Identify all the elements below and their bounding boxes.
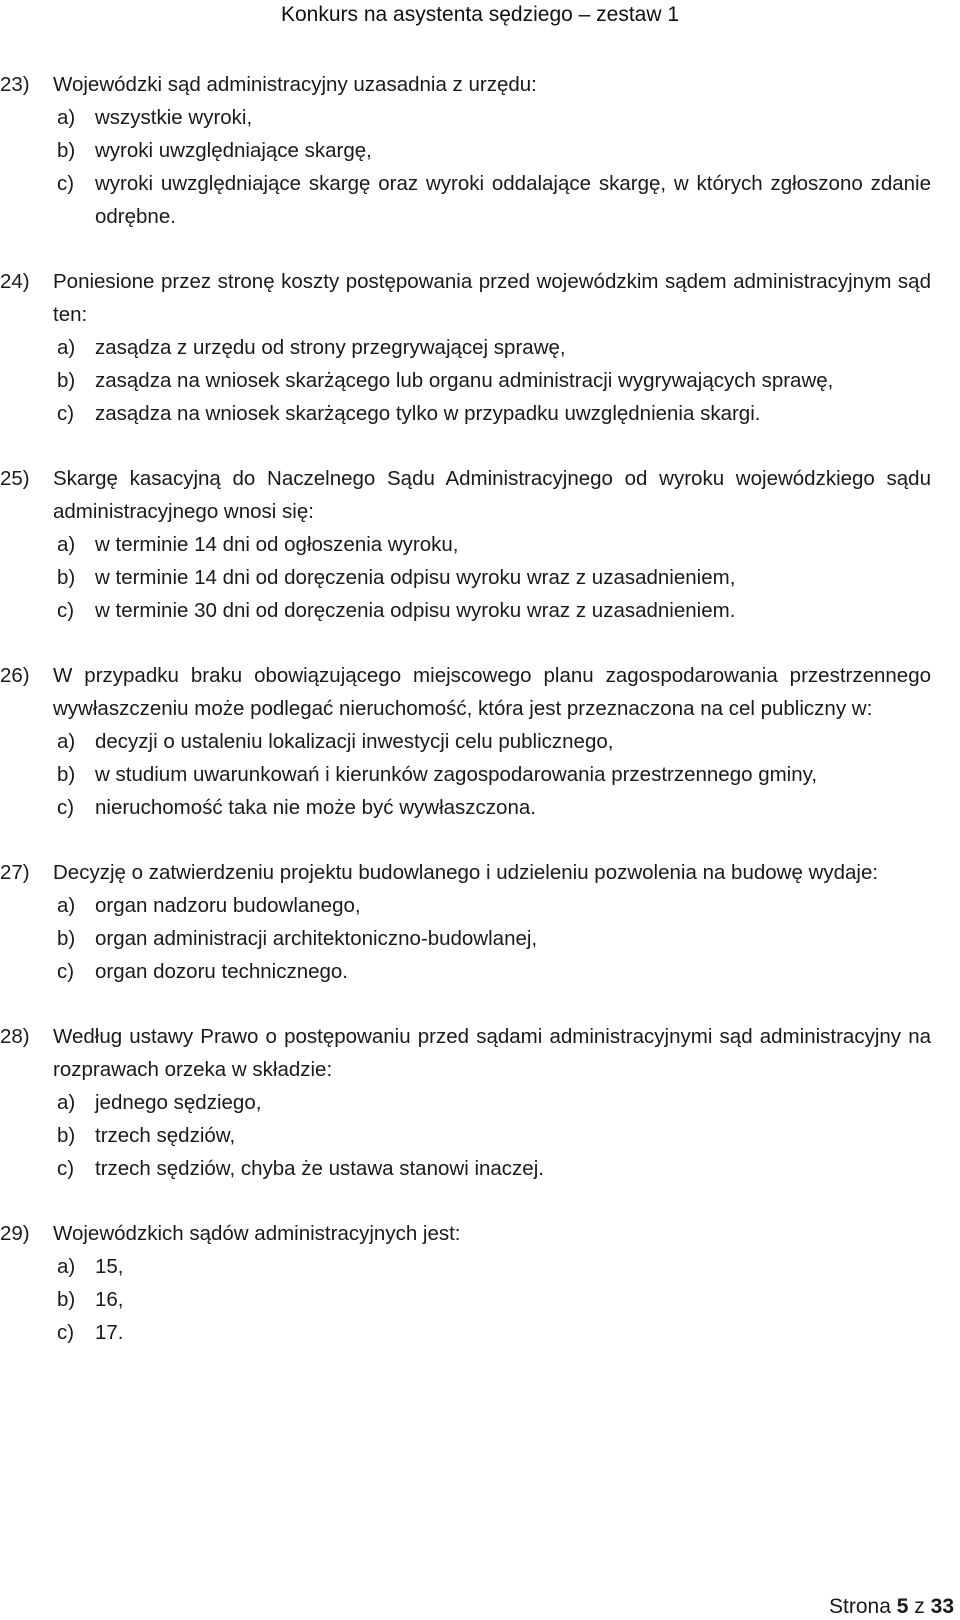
answer-letter: c) (57, 796, 75, 819)
answer-text: wyroki uwzględniające skargę oraz wyroki oddalające skargę, w których zgłoszono zdanie odrębne. (95, 172, 931, 228)
answer-option (0, 955, 931, 988)
answer-option (0, 1250, 931, 1283)
answer-option (0, 101, 931, 134)
question-text: Poniesione przez stronę koszty postępowania przed wojewódzkim sądem administracyjnym sąd ten: (53, 270, 931, 326)
question-text: Wojewódzkich sądów administracyjnych jest: (53, 1222, 461, 1245)
answer-option (0, 331, 931, 364)
answer-text: organ administracji architektoniczno-budowlanej, (95, 927, 538, 950)
answer-text: zasądza z urzędu od strony przegrywającej sprawę, (95, 336, 566, 359)
answer-options (0, 1086, 931, 1185)
question-text: Decyzję o zatwierdzeniu projektu budowlanego i udzieleniu pozwolenia na budowę wydaje: (53, 861, 879, 884)
answer-option (0, 167, 931, 233)
answer-letter: a) (57, 730, 76, 753)
answer-letter: c) (57, 599, 75, 622)
answer-text: decyzji o ustaleniu lokalizacji inwestycji celu publicznego, (95, 730, 614, 753)
question-number: 24) (0, 270, 30, 293)
answer-options (0, 889, 931, 988)
answer-text: wyroki uwzględniające skargę, (95, 139, 372, 162)
question-text-row (0, 462, 931, 528)
answer-option (0, 134, 931, 167)
answer-letter: a) (57, 1255, 76, 1278)
answer-letter: c) (57, 960, 75, 983)
answer-options (0, 528, 931, 627)
answer-option (0, 922, 931, 955)
answer-text: 16, (95, 1288, 124, 1311)
question (0, 462, 931, 627)
answer-options (0, 331, 931, 430)
question-text: Skargę kasacyjną do Naczelnego Sądu Administracyjnego od wyroku wojewódzkiego sądu administracyjnego wnosi się: (53, 467, 931, 523)
answer-letter: b) (57, 927, 76, 950)
answer-text: nieruchomość taka nie może być wywłaszczona. (95, 796, 536, 819)
page-current: 5 (896, 1595, 909, 1618)
answer-letter: a) (57, 894, 76, 917)
answer-option (0, 1152, 931, 1185)
answer-text: w terminie 14 dni od ogłoszenia wyroku, (95, 533, 459, 556)
answer-letter: c) (57, 1321, 75, 1344)
question (0, 1020, 931, 1185)
answer-options (0, 1250, 931, 1349)
answer-option (0, 397, 931, 430)
answer-option (0, 561, 931, 594)
answer-options (0, 725, 931, 824)
answer-option (0, 594, 931, 627)
answer-option (0, 791, 931, 824)
answer-letter: b) (57, 1124, 76, 1147)
answer-letter: b) (57, 369, 76, 392)
answer-option (0, 364, 931, 397)
page-label: Strona (829, 1595, 891, 1618)
answer-text: organ dozoru technicznego. (95, 960, 349, 983)
answer-letter: a) (57, 106, 76, 129)
answer-letter: c) (57, 1157, 75, 1180)
answer-text: w studium uwarunkowań i kierunków zagospodarowania przestrzennego gminy, (95, 763, 818, 786)
question-text-row (0, 1020, 931, 1086)
question-text-row (0, 659, 931, 725)
question-number: 28) (0, 1025, 30, 1048)
question (0, 265, 931, 430)
answer-text: w terminie 30 dni od doręczenia odpisu wyroku wraz z uzasadnieniem. (95, 599, 736, 622)
page-footer (829, 1593, 954, 1620)
answer-option (0, 758, 931, 791)
answer-letter: c) (57, 172, 75, 195)
answer-text: zasądza na wniosek skarżącego lub organu administracji wygrywających sprawę, (95, 369, 834, 392)
answer-letter: a) (57, 336, 76, 359)
answer-text: trzech sędziów, chyba że ustawa stanowi inaczej. (95, 1157, 544, 1180)
answer-text: 15, (95, 1255, 124, 1278)
question-number: 27) (0, 861, 30, 884)
question-text-row (0, 265, 931, 331)
answer-letter: b) (57, 763, 76, 786)
question-text-row (0, 1217, 931, 1250)
answer-text: jednego sędziego, (95, 1091, 262, 1114)
question-number: 25) (0, 467, 30, 490)
question-text: W przypadku braku obowiązującego miejscowego planu zagospodarowania przestrzennego wywłaszczeniu może podlegać nieruchomość, która jest przeznaczona na cel publiczny w: (53, 664, 931, 720)
answer-text: 17. (95, 1321, 124, 1344)
answer-option (0, 528, 931, 561)
question (0, 1217, 931, 1349)
answer-option (0, 1283, 931, 1316)
answer-letter: a) (57, 1091, 76, 1114)
answer-option (0, 1316, 931, 1349)
question-text-row (0, 856, 931, 889)
question-text: Wojewódzki sąd administracyjny uzasadnia z urzędu: (53, 73, 537, 96)
question-text-row (0, 68, 931, 101)
question-number: 26) (0, 664, 30, 687)
page-header (0, 0, 960, 30)
answer-letter: b) (57, 139, 76, 162)
answer-letter: a) (57, 533, 76, 556)
answer-letter: b) (57, 1288, 76, 1311)
question (0, 659, 931, 824)
question-text: Według ustawy Prawo o postępowaniu przed sądami administracyjnymi sąd administracyjny na rozprawach orzeka w składzie: (53, 1025, 931, 1081)
question (0, 856, 931, 988)
answer-options (0, 101, 931, 233)
answer-letter: b) (57, 566, 76, 589)
question-list (0, 68, 931, 1381)
question-number: 29) (0, 1222, 30, 1245)
answer-text: trzech sędziów, (95, 1124, 236, 1147)
answer-text: w terminie 14 dni od doręczenia odpisu wyroku wraz z uzasadnieniem, (95, 566, 736, 589)
question (0, 68, 931, 233)
question-number: 23) (0, 73, 30, 96)
answer-option (0, 725, 931, 758)
answer-text: organ nadzoru budowlanego, (95, 894, 361, 917)
answer-text: zasądza na wniosek skarżącego tylko w przypadku uwzględnienia skargi. (95, 402, 761, 425)
answer-option (0, 889, 931, 922)
answer-letter: c) (57, 402, 75, 425)
answer-option (0, 1119, 931, 1152)
page-total: 33 (930, 1595, 954, 1618)
answer-text: wszystkie wyroki, (95, 106, 253, 129)
page-separator: z (914, 1595, 925, 1618)
answer-option (0, 1086, 931, 1119)
header-title: Konkurs na asystenta sędziego – zestaw 1 (280, 3, 680, 26)
